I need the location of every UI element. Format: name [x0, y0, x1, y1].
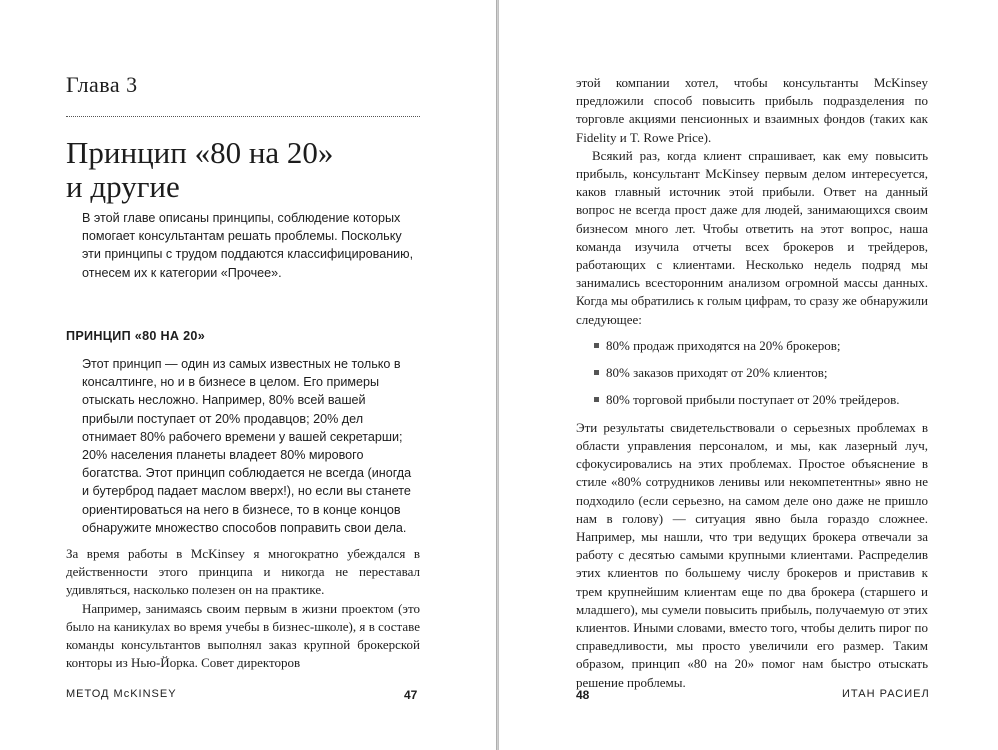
- body-paragraph: этой компании хотел, чтобы консультанты McKinsey предложили способ повысить прибыль подразделения по торговле акциями пенсионных и взаимных фондов (таких как Fidelity и T. Rowe Price).: [576, 75, 928, 145]
- findings-list: [576, 337, 928, 409]
- page-number: 48: [576, 688, 590, 702]
- body-paragraph: Всякий раз, когда клиент спрашивает, как ему повысить прибыль, консультант McKinsey первым делом интересуется, каков главный источник этой прибыли. Ответ на данный вопрос не всегда прост даже для людей, занимающихся своим бизнесом много лет. Чтобы ответить на этот вопрос, наша команда изучила отчеты всех брокеров и трейдеров, работающих с клиентами. Несколько недель подряд мы занимались всесторонним анализом огромной массы данных. Когда мы обратились к голым цифрам, то сразу же обнаружили следующее:: [576, 147, 928, 327]
- chapter-title-line2: и другие: [66, 169, 180, 204]
- page-number: 47: [404, 688, 418, 702]
- body-paragraph: За время работы в McKinsey я многократно убеждался в действенности этого принципа и никогда не переставал удивляться, насколько полезен он на практике.: [66, 546, 420, 598]
- running-footer-author: ИТАН РАСИЕЛ: [842, 688, 930, 700]
- list-item: [576, 337, 928, 355]
- bullet-square-icon: [594, 343, 599, 348]
- list-item: [576, 391, 928, 409]
- chapter-label: Глава 3: [66, 72, 138, 97]
- body-paragraph: Эти результаты свидетельствовали о серьезных проблемах в области управления персоналом, и мы, как лазерный луч, сфокусировались на этих проблемах. Простое объяснение в стиле «80% сотрудников ленивы или некомпетентны» явно не подходило (если серьезно, на самом деле оно даже не пришло нам в голову) — ситуация явно была гораздо сложнее. Например, мы нашли, что три ведущих брокера отвечали за работу с десятью самыми крупными клиентами. Распределив этих клиентов по большему числу брокеров и приставив к трем крупнейшим клиентам еще по два брокера (старшего и младшего), мы сумели повысить прибыль, получаемую от этих клиентов. Иными словами, вместо того, чтобы делить пирог по справедливости, мы просто увеличили его размер. Таким образом, принцип «80 на 20» помог нам быстро отыскать решение проблемы.: [576, 419, 928, 690]
- right-page: [499, 0, 998, 750]
- chapter-intro: В этой главе описаны принципы, соблюдение которых помогает консультантам решать проблемы. Поскольку эти принципы с трудом поддаются классифицированию, отнесем их к категории «Прочее».: [82, 211, 414, 280]
- principle-description: Этот принцип — один из самых известных не только в консалтинге, но и в бизнесе в целом. Его примеры отыскать несложно. Например, 80% всей вашей прибыли поступает от 20% продавцов; 20% дел отнимает 80% рабочего времени у вашей секретарши; 20% населения планеты владеет 80% мирового богатства. Этот принцип соблюдается не всегда (иногда и бутерброд падает маслом вверх!), но если вы станете ориентироваться на него в бизнесе, то в конце концов обнаружите множество способов поправить свои дела.: [82, 357, 412, 535]
- body-paragraph: Например, занимаясь своим первым в жизни проектом (это было на каникулах во время учебы в бизнес-школе), я в составе команды консультантов выполнял заказ крупной брокерской конторы из Нью-Йорка. Совет директоров: [66, 600, 420, 671]
- chapter-title: [66, 136, 426, 204]
- list-item-text: 80% заказов приходят от 20% клиентов;: [606, 364, 828, 380]
- list-item-text: 80% продаж приходятся на 20% брокеров;: [606, 337, 841, 353]
- list-item: [576, 364, 928, 382]
- bullet-square-icon: [594, 370, 599, 375]
- section-heading: ПРИНЦИП «80 НА 20»: [66, 329, 206, 343]
- bullet-square-icon: [594, 397, 599, 402]
- chapter-divider: [66, 116, 420, 117]
- chapter-title-line1: Принцип «80 на 20»: [66, 135, 334, 170]
- running-footer-book-title: МЕТОД McKINSEY: [66, 688, 177, 700]
- right-body-text: [576, 74, 928, 692]
- left-page: [0, 0, 497, 750]
- left-body-text: [66, 545, 420, 672]
- list-item-text: 80% торговой прибыли поступает от 20% трейдеров.: [606, 391, 900, 407]
